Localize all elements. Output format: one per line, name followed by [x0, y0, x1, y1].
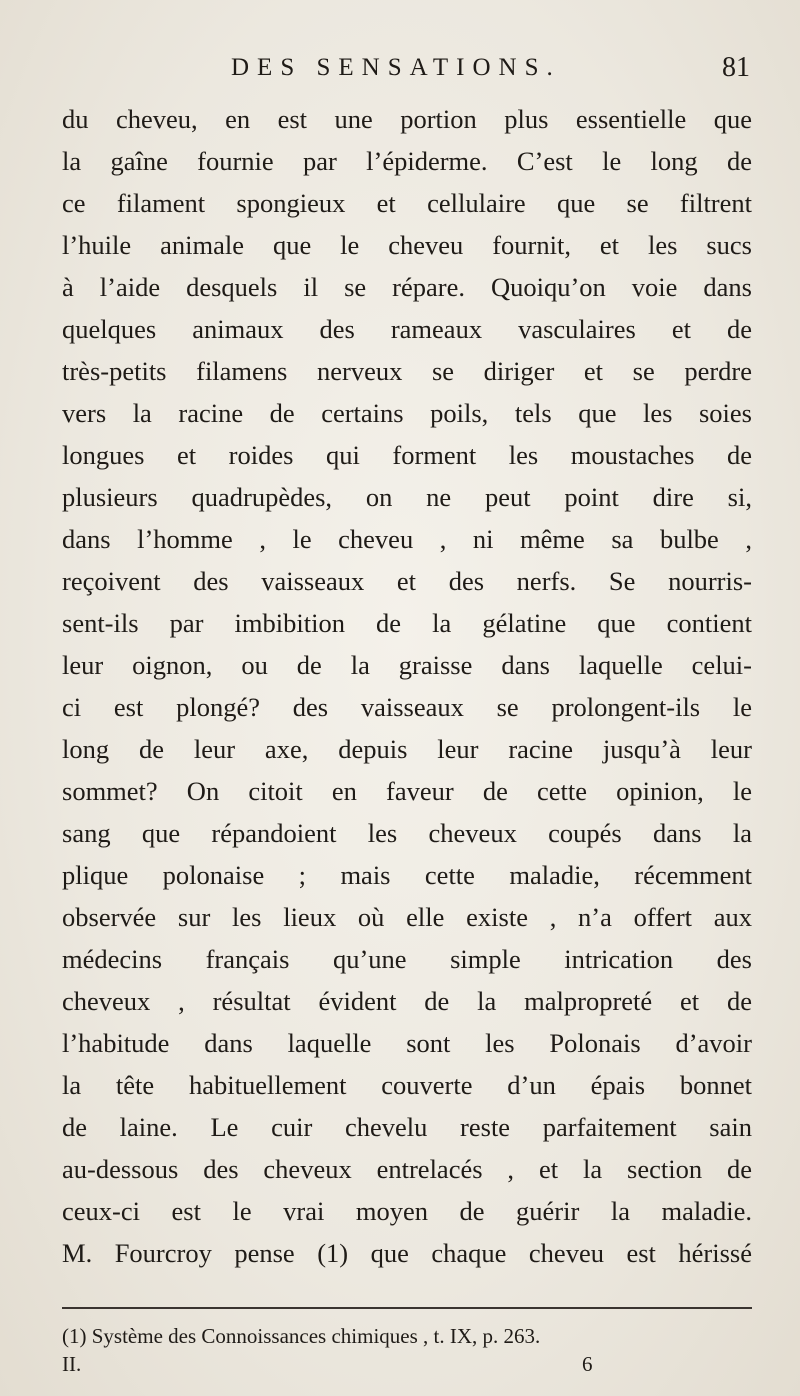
text-line: leur oignon, ou de la graisse dans laquelle celui- — [62, 650, 752, 680]
text-line: ce filament spongieux et cellulaire que se filtrent — [62, 188, 752, 218]
text-line: cheveux , résultat évident de la malpropreté et de — [62, 986, 752, 1016]
body-text — [62, 98, 752, 1274]
text-line: à l’aide desquels il se répare. Quoiqu’on voie dans — [62, 272, 752, 302]
text-line: plusieurs quadrupèdes, on ne peut point dire si, — [62, 482, 752, 512]
text-line: l’habitude dans laquelle sont les Polonais d’avoir — [62, 1028, 752, 1058]
text-line: la gaîne fournie par l’épiderme. C’est le long de — [62, 146, 752, 176]
text-line: M. Fourcroy pense (1) que chaque cheveu est hérissé — [62, 1238, 752, 1268]
text-line: long de leur axe, depuis leur racine jusqu’à leur — [62, 734, 752, 764]
text-line: vers la racine de certains poils, tels que les soies — [62, 398, 752, 428]
text-line: sang que répandoient les cheveux coupés dans la — [62, 818, 752, 848]
running-head — [0, 54, 800, 88]
page-number: 81 — [722, 52, 750, 83]
text-line: du cheveu, en est une portion plus essentielle que — [62, 104, 752, 134]
running-head-title: DES SENSATIONS. — [231, 54, 561, 81]
text-line: de laine. Le cuir chevelu reste parfaitement sain — [62, 1112, 752, 1142]
text-line: quelques animaux des rameaux vasculaires et de — [62, 314, 752, 344]
text-line: reçoivent des vaisseaux et des nerfs. Se nourris- — [62, 566, 752, 596]
text-line: très-petits filamens nerveux se diriger et se perdre — [62, 356, 752, 386]
text-line: sommet? On citoit en faveur de cette opinion, le — [62, 776, 752, 806]
text-line: sent-ils par imbibition de la gélatine que contient — [62, 608, 752, 638]
footnote: (1) Système des Connoissances chimiques , t. IX, p. 263. — [62, 1324, 541, 1348]
text-line: longues et roides qui forment les moustaches de — [62, 440, 752, 470]
text-line: plique polonaise ; mais cette maladie, récemment — [62, 860, 752, 890]
footnote-rule — [62, 1307, 752, 1309]
text-line: médecins français qu’une simple intrication des — [62, 944, 752, 974]
text-line: observée sur les lieux où elle existe , n’a offert aux — [62, 902, 752, 932]
text-line: la tête habituellement couverte d’un épais bonnet — [62, 1070, 752, 1100]
text-line: ci est plongé? des vaisseaux se prolongent-ils le — [62, 692, 752, 722]
text-line: dans l’homme , le cheveu , ni même sa bulbe , — [62, 524, 752, 554]
text-line: ceux-ci est le vrai moyen de guérir la maladie. — [62, 1196, 752, 1226]
gathering-signature: 6 — [582, 1352, 593, 1376]
volume-signature: II. — [62, 1352, 82, 1376]
text-line: l’huile animale que le cheveu fournit, et les sucs — [62, 230, 752, 260]
text-line: au-dessous des cheveux entrelacés , et la section de — [62, 1154, 752, 1184]
